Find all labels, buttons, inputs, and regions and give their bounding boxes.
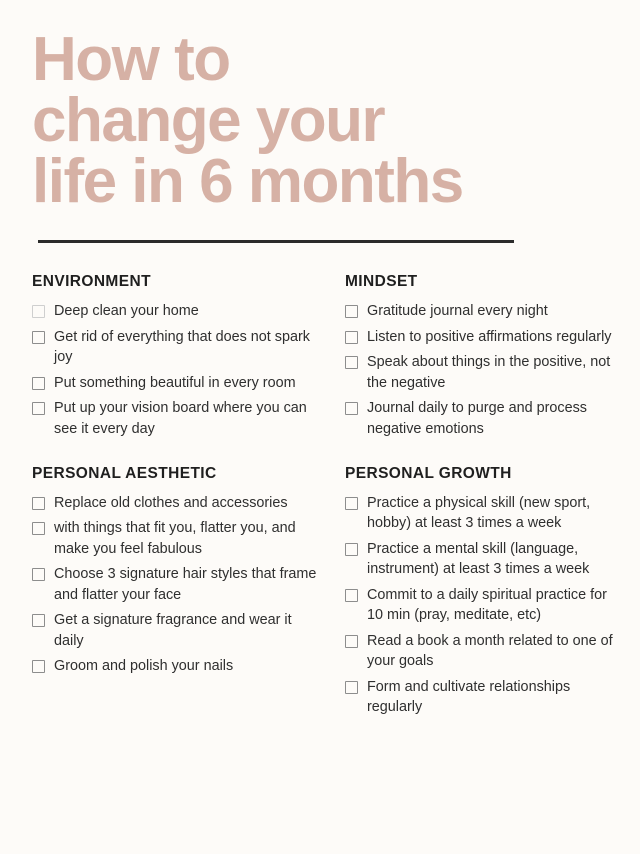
- list-item[interactable]: [32, 564, 323, 605]
- list-item[interactable]: [32, 373, 323, 393]
- checkbox-icon[interactable]: [345, 305, 358, 318]
- list-item[interactable]: [32, 493, 323, 513]
- list-item-label: Groom and polish your nails: [54, 658, 234, 675]
- page-title: [32, 22, 614, 216]
- list-item[interactable]: [32, 656, 323, 676]
- checkbox-icon[interactable]: [345, 331, 358, 344]
- list-item[interactable]: [32, 518, 323, 559]
- checkbox-icon[interactable]: [32, 305, 45, 318]
- list-item[interactable]: [345, 352, 614, 393]
- checkbox-icon[interactable]: [345, 589, 358, 602]
- checkbox-icon[interactable]: [32, 377, 45, 390]
- list-item[interactable]: [32, 327, 323, 368]
- list-item-label: Speak about things in the positive, not the negative: [367, 354, 611, 391]
- list-item[interactable]: [345, 493, 614, 534]
- checkbox-icon[interactable]: [345, 543, 358, 556]
- list-item-label: Get rid of everything that does not spark joy: [54, 328, 310, 366]
- right-column: [323, 273, 614, 743]
- checkbox-icon[interactable]: [32, 402, 45, 415]
- list-item[interactable]: [345, 631, 614, 672]
- checklist-environment: [32, 301, 323, 439]
- list-item-label: Choose 3 signature hair styles that frame and flatter your face: [54, 566, 317, 603]
- checkbox-icon[interactable]: [32, 568, 45, 581]
- list-item[interactable]: [345, 398, 614, 439]
- list-item-label: Form and cultivate relationships regularly: [367, 678, 571, 716]
- list-item-label: Listen to positive affirmations regularly: [367, 328, 612, 345]
- list-item[interactable]: [32, 610, 323, 651]
- page-title-line-1: How to: [32, 25, 230, 94]
- list-item[interactable]: [345, 677, 614, 718]
- list-item[interactable]: [345, 539, 614, 580]
- checkbox-icon[interactable]: [32, 497, 45, 510]
- list-item[interactable]: [345, 585, 614, 626]
- title-divider: [38, 240, 514, 243]
- page-title-line-3: life in 6 months: [32, 146, 463, 216]
- section-title-personal-growth: PERSONAL GROWTH: [345, 464, 512, 482]
- section-personal-aesthetic: [32, 465, 323, 677]
- list-item[interactable]: [32, 398, 323, 439]
- list-item-label: Put up your vision board where you can see it every day: [54, 400, 307, 437]
- list-item-label: Read a book a month related to one of your goals: [367, 632, 613, 670]
- section-personal-growth: [345, 465, 614, 718]
- checklist-personal-aesthetic: [32, 493, 323, 677]
- checklist-personal-growth: [345, 493, 614, 718]
- checkbox-icon[interactable]: [345, 356, 358, 369]
- page-title-line-2: change your: [32, 85, 385, 155]
- left-column: [32, 273, 323, 743]
- list-item-label: Commit to a daily spiritual practice for 10 min (pray, meditate, etc): [367, 586, 607, 624]
- list-item-label: Practice a mental skill (language, instrument) at least 3 times a week: [367, 540, 590, 578]
- checkbox-icon[interactable]: [32, 522, 45, 535]
- list-item-label: Put something beautiful in every room: [54, 374, 296, 391]
- list-item-label: Deep clean your home: [54, 303, 199, 320]
- checkbox-icon[interactable]: [345, 681, 358, 694]
- section-mindset: [345, 273, 614, 439]
- section-environment: [32, 273, 323, 439]
- section-title-personal-aesthetic: PERSONAL AESTHETIC: [32, 464, 217, 482]
- list-item[interactable]: [345, 301, 614, 321]
- list-item-label: Journal daily to purge and process negative emotions: [367, 400, 587, 437]
- checkbox-icon[interactable]: [32, 331, 45, 344]
- checkbox-icon[interactable]: [345, 402, 358, 415]
- section-title-mindset: MINDSET: [345, 273, 418, 291]
- list-item-label: Replace old clothes and accessories: [54, 494, 288, 511]
- checkbox-icon[interactable]: [32, 660, 45, 673]
- list-item-label: Get a signature fragrance and wear it daily: [54, 612, 292, 649]
- checklist-columns: [32, 273, 614, 743]
- list-item-label: Practice a physical skill (new sport, hobby) at least 3 times a week: [367, 494, 591, 532]
- checkbox-icon[interactable]: [345, 635, 358, 648]
- checkbox-icon[interactable]: [345, 497, 358, 510]
- checkbox-icon[interactable]: [32, 614, 45, 627]
- list-item[interactable]: [345, 327, 614, 347]
- section-title-environment: ENVIRONMENT: [32, 273, 151, 291]
- list-item-label: with things that fit you, flatter you, and make you feel fabulous: [54, 520, 296, 557]
- checklist-mindset: [345, 301, 614, 439]
- list-item[interactable]: [32, 301, 323, 321]
- list-item-label: Gratitude journal every night: [367, 303, 548, 320]
